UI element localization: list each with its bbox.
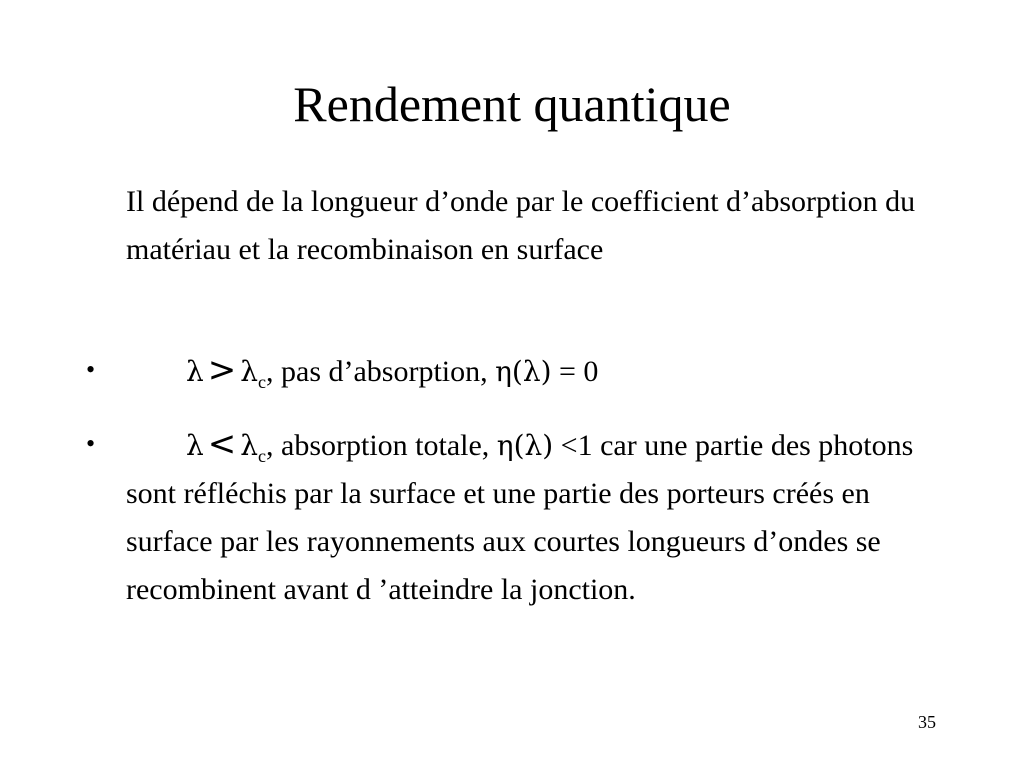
bullet-item-1 (86, 346, 926, 396)
bullet-text: , absorption totale, (266, 429, 497, 462)
bullet-text: , pas d’absorption, (266, 355, 496, 388)
intro-paragraph: Il dépend de la longueur d’onde par le coefficient d’absorption du matériau et la recombinaison en surface (126, 185, 916, 266)
less-than-symbol: < (207, 424, 237, 464)
eta-lambda: η(λ) (496, 429, 554, 462)
bullet-marker: • (86, 429, 96, 458)
eta-lambda: η(λ) (495, 355, 552, 388)
lambda-symbol: λ (186, 429, 204, 462)
bullet-content (86, 346, 926, 396)
bullet-marker: • (86, 355, 96, 384)
lambda-symbol: λ (186, 355, 204, 388)
bullet-tail: = 0 (551, 355, 599, 388)
bullet-content (86, 420, 926, 614)
lambda-c-symbol: λ (240, 429, 258, 462)
lambda-c-symbol: λ (240, 355, 258, 388)
bullet-item-2 (86, 420, 926, 614)
intro-block (86, 178, 926, 274)
greater-than-symbol: > (207, 350, 237, 390)
subscript-c: c (258, 372, 266, 392)
subscript-c: c (258, 446, 266, 466)
slide-title: Rendement quantique (293, 76, 731, 132)
page-number: 35 (918, 712, 936, 732)
bullet-tail: <1 car une partie des photons sont réfléchis par la surface et une partie des porteurs créés en surface par les rayonnements aux courtes longueurs d’ondes se recombinent avant d ’atteindre la jonction. (126, 429, 914, 606)
